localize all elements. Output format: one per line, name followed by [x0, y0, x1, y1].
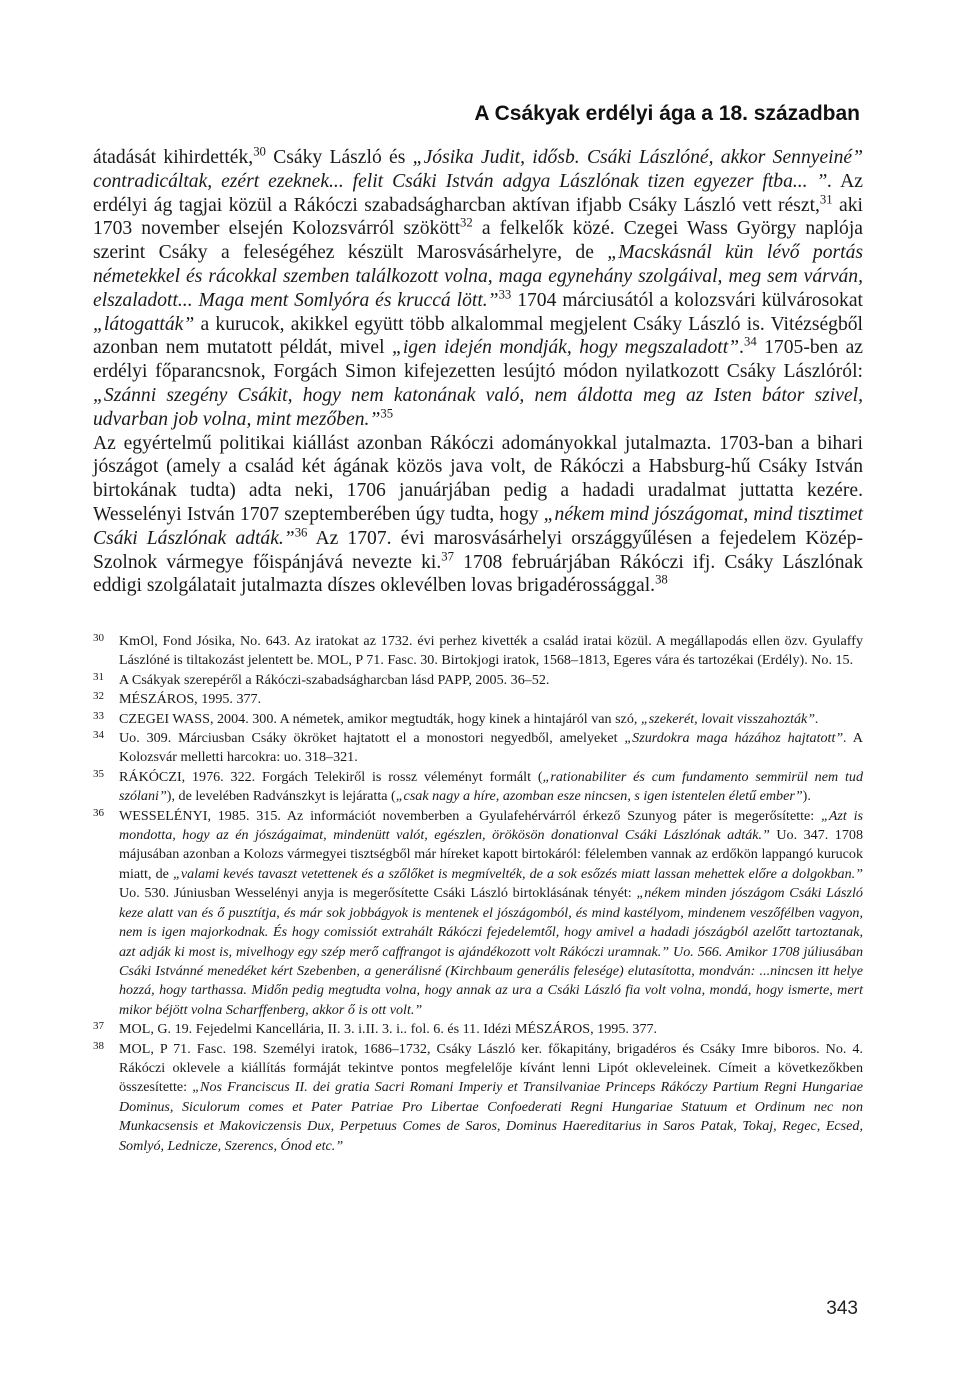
footnote-number: 37	[93, 1020, 104, 1033]
footnote-text: Uo. 530. Júniusban Wesselényi anyja is megerősítette Csáki László birtoklásának tényét:	[119, 885, 637, 902]
footnote-number: 30	[93, 632, 104, 644]
footnote-ref[interactable]: 34	[743, 334, 757, 349]
footnote-text: Uo. 347. 1708 májusában azonban a Kolozs vármegyei tisztségből már híreket kapott birtokáról: félelemben vannak az erdőkön lappangó kurucok miatt, de	[119, 827, 863, 882]
footnote-ref[interactable]: 37	[441, 549, 455, 564]
footnote-text: ), de levelében Radvánszkyt is lejáratta (	[166, 788, 396, 805]
footnote-30	[93, 632, 863, 671]
footnote-text: ).	[802, 788, 811, 805]
footnote-33	[93, 710, 863, 729]
footnote-number: 33	[93, 709, 104, 722]
footnote-text: KmOl, Fond Jósika, No. 643. Az iratokat az 1732. évi perhez kivették a család iratai közül. A megállapodás ellen özv. Gyulaffy Lászlóné is tiltakozást jelentett be. MOL, P 71. Fasc. 30. Birtokjogi iratok, 1568–1813, Egeres vára és tartozékai (Erdély). No. 15.	[119, 633, 863, 669]
footnote-number: 34	[93, 729, 104, 742]
footnote-number: 32	[93, 690, 104, 703]
footnote-34	[93, 729, 863, 768]
footnote-31	[93, 671, 863, 690]
footnote-ref[interactable]: 31	[819, 192, 833, 207]
footnote-text: „szekerét, lovait visszahozták”.	[640, 710, 819, 727]
footnote-text: MÉSZÁROS, 1995. 377.	[119, 691, 262, 708]
footnote-32	[93, 690, 863, 709]
footnote-text: „Nos Franciscus II. dei gratia Sacri Romani Imperiy et Transilvaniae Princeps Rákóczy Partium Regni Hungariae Dominus, Siculorum comes et Pater Patriae Pro Libertae Confoederati Regni Hungariae Statuum et Ordinum nec non Munkacsensis et Makoviczensis Dux, Perpetuus Comes de Saros, Dominus Haereditarius in Saros Patak, Tokaj, Regec, Ecsed, Somlyó, Lednicze, Szerencs, Ónod etc.”	[119, 1079, 864, 1154]
footnote-text: MOL, G. 19. Fejedelmi Kancellária, II. 3. i.II. 3. i.. fol. 6. és 11. Idézi MÉSZÁROS, 1995. 377.	[119, 1021, 658, 1038]
footnote-38	[93, 1040, 863, 1156]
footnote-number: 38	[93, 1039, 104, 1052]
footnote-36	[93, 807, 863, 1020]
footnote-text: CZEGEI WASS, 2004. 300. A németek, amikor megtudták, hogy kinek a hintajáról van szó,	[119, 710, 641, 727]
footnote-number: 36	[93, 806, 104, 819]
footnote-ref[interactable]: 36	[294, 525, 308, 540]
footnote-ref[interactable]: 30	[253, 144, 266, 159]
paragraph-2: Az egyértelmű politikai kiállást azonban Rákóczi adományokkal jutalmazta. 1703-ban a bihari jószágot (amely a család két ágának közös java volt, de Rákóczi a Habsburg-hű Csáky István birtokának tudta) adta neki, 1706 januárjában pedig a hadadi uradalmat juttatta kezére. Wesselényi István 1707 szeptemberében úgy tudta, hogy „nékem mind jószágomat, mind tisztimet Csáki Lászlónak adták.”$^{36}$ Az 1707. évi marosvásárhelyi országgyűlésen a fejedelem Közép-Szolnok vármegye főispánjává nevezte ki.$^{37}$ 1708 februárjában Rákóczi ifj. Csáky Lászlónak eddigi szolgálatait jutalmazta díszes oklevélben lovas brigadérossággal.$^{38}$	[93, 432, 864, 597]
footnote-ref[interactable]: 33	[498, 287, 512, 302]
footnote-text: „rationabiliter és cum fundamento semmirül nem tud szólani”	[119, 768, 863, 805]
main-text	[93, 146, 863, 598]
footnote-37	[93, 1020, 863, 1039]
footnote-text: WESSELÉNYI, 1985. 315. Az információt novemberben a Gyulafehérvárról érkező Szunyog páter is megerősítette:	[119, 807, 821, 824]
footnote-number: 35	[93, 767, 104, 780]
footnote-text: A Kolozsvár melletti harcokra: uo. 318–321.	[119, 730, 863, 766]
paragraph-1: átadását kihirdették,$^{30}$ Csáky László és „Jósika Judit, idősb. Csáki Lászlóné, akkor Sennyeiné” contradicáltak, ezért ezeknek... felit Csáki István adgya Lászlónak tizen egyezer ftba... ”. Az erdélyi ág tagjai közül a Rákóczi szabadságharcban aktívan ifjabb Csáky László vett részt,$^{31}$ aki 1703 november elsején Kolozsvárról szökött$^{32}$ a felkelők közé. Czegei Wass György naplója szerint Csáky a feleségéhez készült Marosvásárhelyre, de „Macskásnál kün lévő portás németekkel és rácokkal szemben találkozott volna, maga egynehány szolgáival, meg sem várván, elszaladott... Maga ment Somlyóra és kruccá lött.”$^{33}$ 1704 márciusától a kolozsvári külvárosokat „látogatták” a kurucok, akikkel együtt több alkalommal megjelent Csáky László is. Vitézségből azonban nem mutatott példát, mivel „igen idején mondják, hogy megszaladott”.$^{34}$ 1705-ben az erdélyi főparancsnok, Forgách Simon kifejezetten lesújtó módon nyilatkozott Csáky Lászlóról: „Szánni szegény Csákit, hogy nem katonának való, nem áldotta meg az Isten bátor szivel, udvarban job volna, mint mezőben.”$^{35}$	[93, 144, 863, 430]
footnote-text: MOL, P 71. Fasc. 198. Személyi iratok, 1686–1732, Csáky László ker. főkapitány, brigadéros és Csáky Imre biboros. No. 4. Rákóczi oklevele a kiállítás formáját tekintve pontos megfelelője kívánt lenni Lipót okleveleinek. Címeit a következőkben összesítette:	[119, 1040, 863, 1096]
footnote-ref[interactable]: 32	[460, 215, 473, 230]
footnote-text: „Szurdokra maga házához hajtatott”.	[624, 730, 847, 747]
footnote-number: 31	[93, 670, 104, 683]
footnote-text: „valami kevés tavaszt vetettenek és a szőlőket is megmívelték, de a sok esőzés miatt lassan mehettek előre a dolgokban.”	[172, 865, 863, 882]
running-header: A Csákyak erdélyi ága a 18. században	[474, 102, 860, 125]
footnote-text: „Azt is mondotta, hogy az én jószágaimat, mindenütt valót, egészlen, örökösön donationval Csáki Lászlónak adták.”	[119, 807, 863, 844]
footnote-35	[93, 768, 863, 807]
footnote-text: Uo. 309. Márciusban Csáky ökröket hajtatott el a monostori negyedből, amelyeket	[119, 730, 625, 747]
footnote-ref[interactable]: 38	[655, 572, 668, 587]
page-number: 343	[826, 1298, 858, 1319]
footnote-text: „csak nagy a híre, azomban esze nincsen, s igen istentelen életű ember”	[395, 788, 803, 805]
footnote-text: A Csákyak szerepéről a Rákóczi-szabadságharcban lásd PAPP, 2005. 36–52.	[119, 671, 550, 688]
footnote-ref[interactable]: 35	[380, 406, 394, 421]
footnote-text: „nékem minden jószágom Csáki László keze alatt van és ő pusztítja, és már sok jobbágyok is mentenek el jószágomból, és mind kastélyom, mindenem veszőfélben vagyon, nem is igen majorkodnak. És hogy comissiót extrahált Rákóczi fejedelemtől, hogy amivel a hadadi jószágból azelőtt tartoztanak, azt adják ki most is, mivelhogy egy szép merő caffrangot is ajándékozott volt Rákóczi uramnak.” Uo. 566. Amikor 1708 júliusában Csáki Istvánné menedéket kért Szebenben, a generálisné (Kirchbaum generális felesége) elutasította, mondván: ...nincsen itt helye hozzá, hogy tarthassa. Midőn pedig megtudta volna, hogy annak az ura a Csáki László fia volt volna, mondá, hogy ismerte, mert mikor béjött volna Scharffenberg, akkor ő is ott volt.”	[119, 885, 863, 1018]
footnote-text: RÁKÓCZI, 1976. 322. Forgách Telekiről is rossz véleményt formált (	[119, 768, 543, 785]
footnotes	[93, 632, 863, 1156]
